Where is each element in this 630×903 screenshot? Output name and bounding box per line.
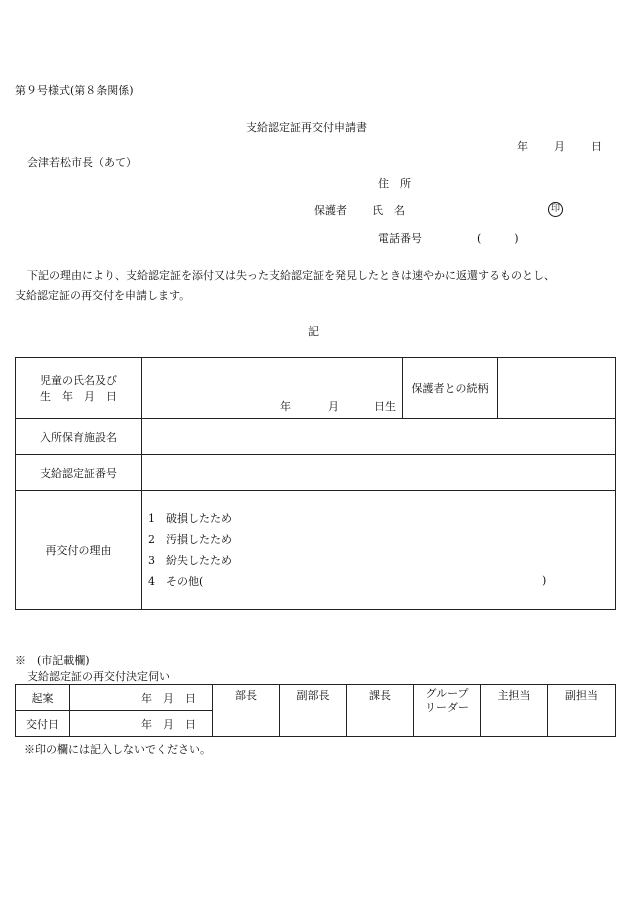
facility-input-cell[interactable] <box>142 419 616 455</box>
table-row <box>16 491 616 610</box>
ki-heading: 記 <box>308 325 319 338</box>
phone-label: 電話番号 <box>378 232 422 245</box>
cert-number-input-cell[interactable] <box>142 455 616 491</box>
role-sub: 副担当 <box>548 685 616 737</box>
office-use-mark: ※ (市記載欄) <box>15 654 90 667</box>
role-group-leader: グループ リーダー <box>414 685 481 737</box>
reason-cell[interactable] <box>142 491 616 610</box>
facility-label: 入所保育施設名 <box>16 419 142 455</box>
office-table <box>15 684 616 737</box>
kian-label: 起案 <box>16 685 70 711</box>
role-main: 主担当 <box>481 685 548 737</box>
addressee: 会津若松市長（あて） <box>27 156 137 169</box>
kian-date[interactable]: 年 月 日 <box>70 685 213 711</box>
date-month: 月 <box>554 140 565 153</box>
table-row <box>16 455 616 491</box>
table-row <box>16 419 616 455</box>
role-kacho: 課長 <box>347 685 414 737</box>
birth-month: 月 <box>328 400 339 413</box>
kofu-label: 交付日 <box>16 711 70 737</box>
seal-mark <box>548 201 563 217</box>
reason-item[interactable]: 3 紛失したため <box>148 554 232 567</box>
phone-paren: ( ) <box>477 232 519 245</box>
table-row <box>16 358 616 419</box>
reason-close-paren: ) <box>542 574 547 587</box>
paragraph-line-2: 支給認定証の再交付を申請します。 <box>15 289 191 302</box>
role-bucho: 部長 <box>213 685 280 737</box>
reason-label: 再交付の理由 <box>16 491 142 610</box>
seal-icon: 印 <box>548 202 563 217</box>
birth-day: 日生 <box>374 400 396 413</box>
form-number: 第９号様式(第８条関係) <box>15 84 134 97</box>
reason-item[interactable]: 4 その他( <box>148 575 204 588</box>
child-label-cell <box>16 358 142 419</box>
role-fukubucho: 副部長 <box>280 685 347 737</box>
guardian-label: 保護者 <box>314 204 347 217</box>
child-label-line-1: 児童の氏名及び <box>40 374 117 387</box>
reason-item[interactable]: 1 破損したため <box>148 512 232 525</box>
cert-number-label: 支給認定証番号 <box>16 455 142 491</box>
address-label: 住 所 <box>378 177 411 190</box>
relation-input-cell[interactable] <box>498 358 616 419</box>
child-label-line-2: 生 年 月 日 <box>40 390 117 403</box>
table-row <box>16 685 616 711</box>
birth-year: 年 <box>280 400 291 413</box>
office-subtitle: 支給認定証の再交付決定伺い <box>27 670 170 683</box>
date-year: 年 <box>517 140 528 153</box>
document-title: 支給認定証再交付申請書 <box>246 121 367 134</box>
paragraph-line-1: 下記の理由により、支給認定証を添付又は失った支給認定証を発見したときは速やかに返還するものとし、 <box>27 269 555 282</box>
kofu-date[interactable]: 年 月 日 <box>70 711 213 737</box>
child-input-cell[interactable] <box>142 358 403 419</box>
name-label: 氏 名 <box>372 204 405 217</box>
application-table <box>15 357 616 610</box>
reason-item[interactable]: 2 汚損したため <box>148 533 232 546</box>
relation-label: 保護者との続柄 <box>403 358 498 419</box>
footnote: ※印の欄には記入しないでください。 <box>24 743 211 756</box>
date-day: 日 <box>591 140 602 153</box>
